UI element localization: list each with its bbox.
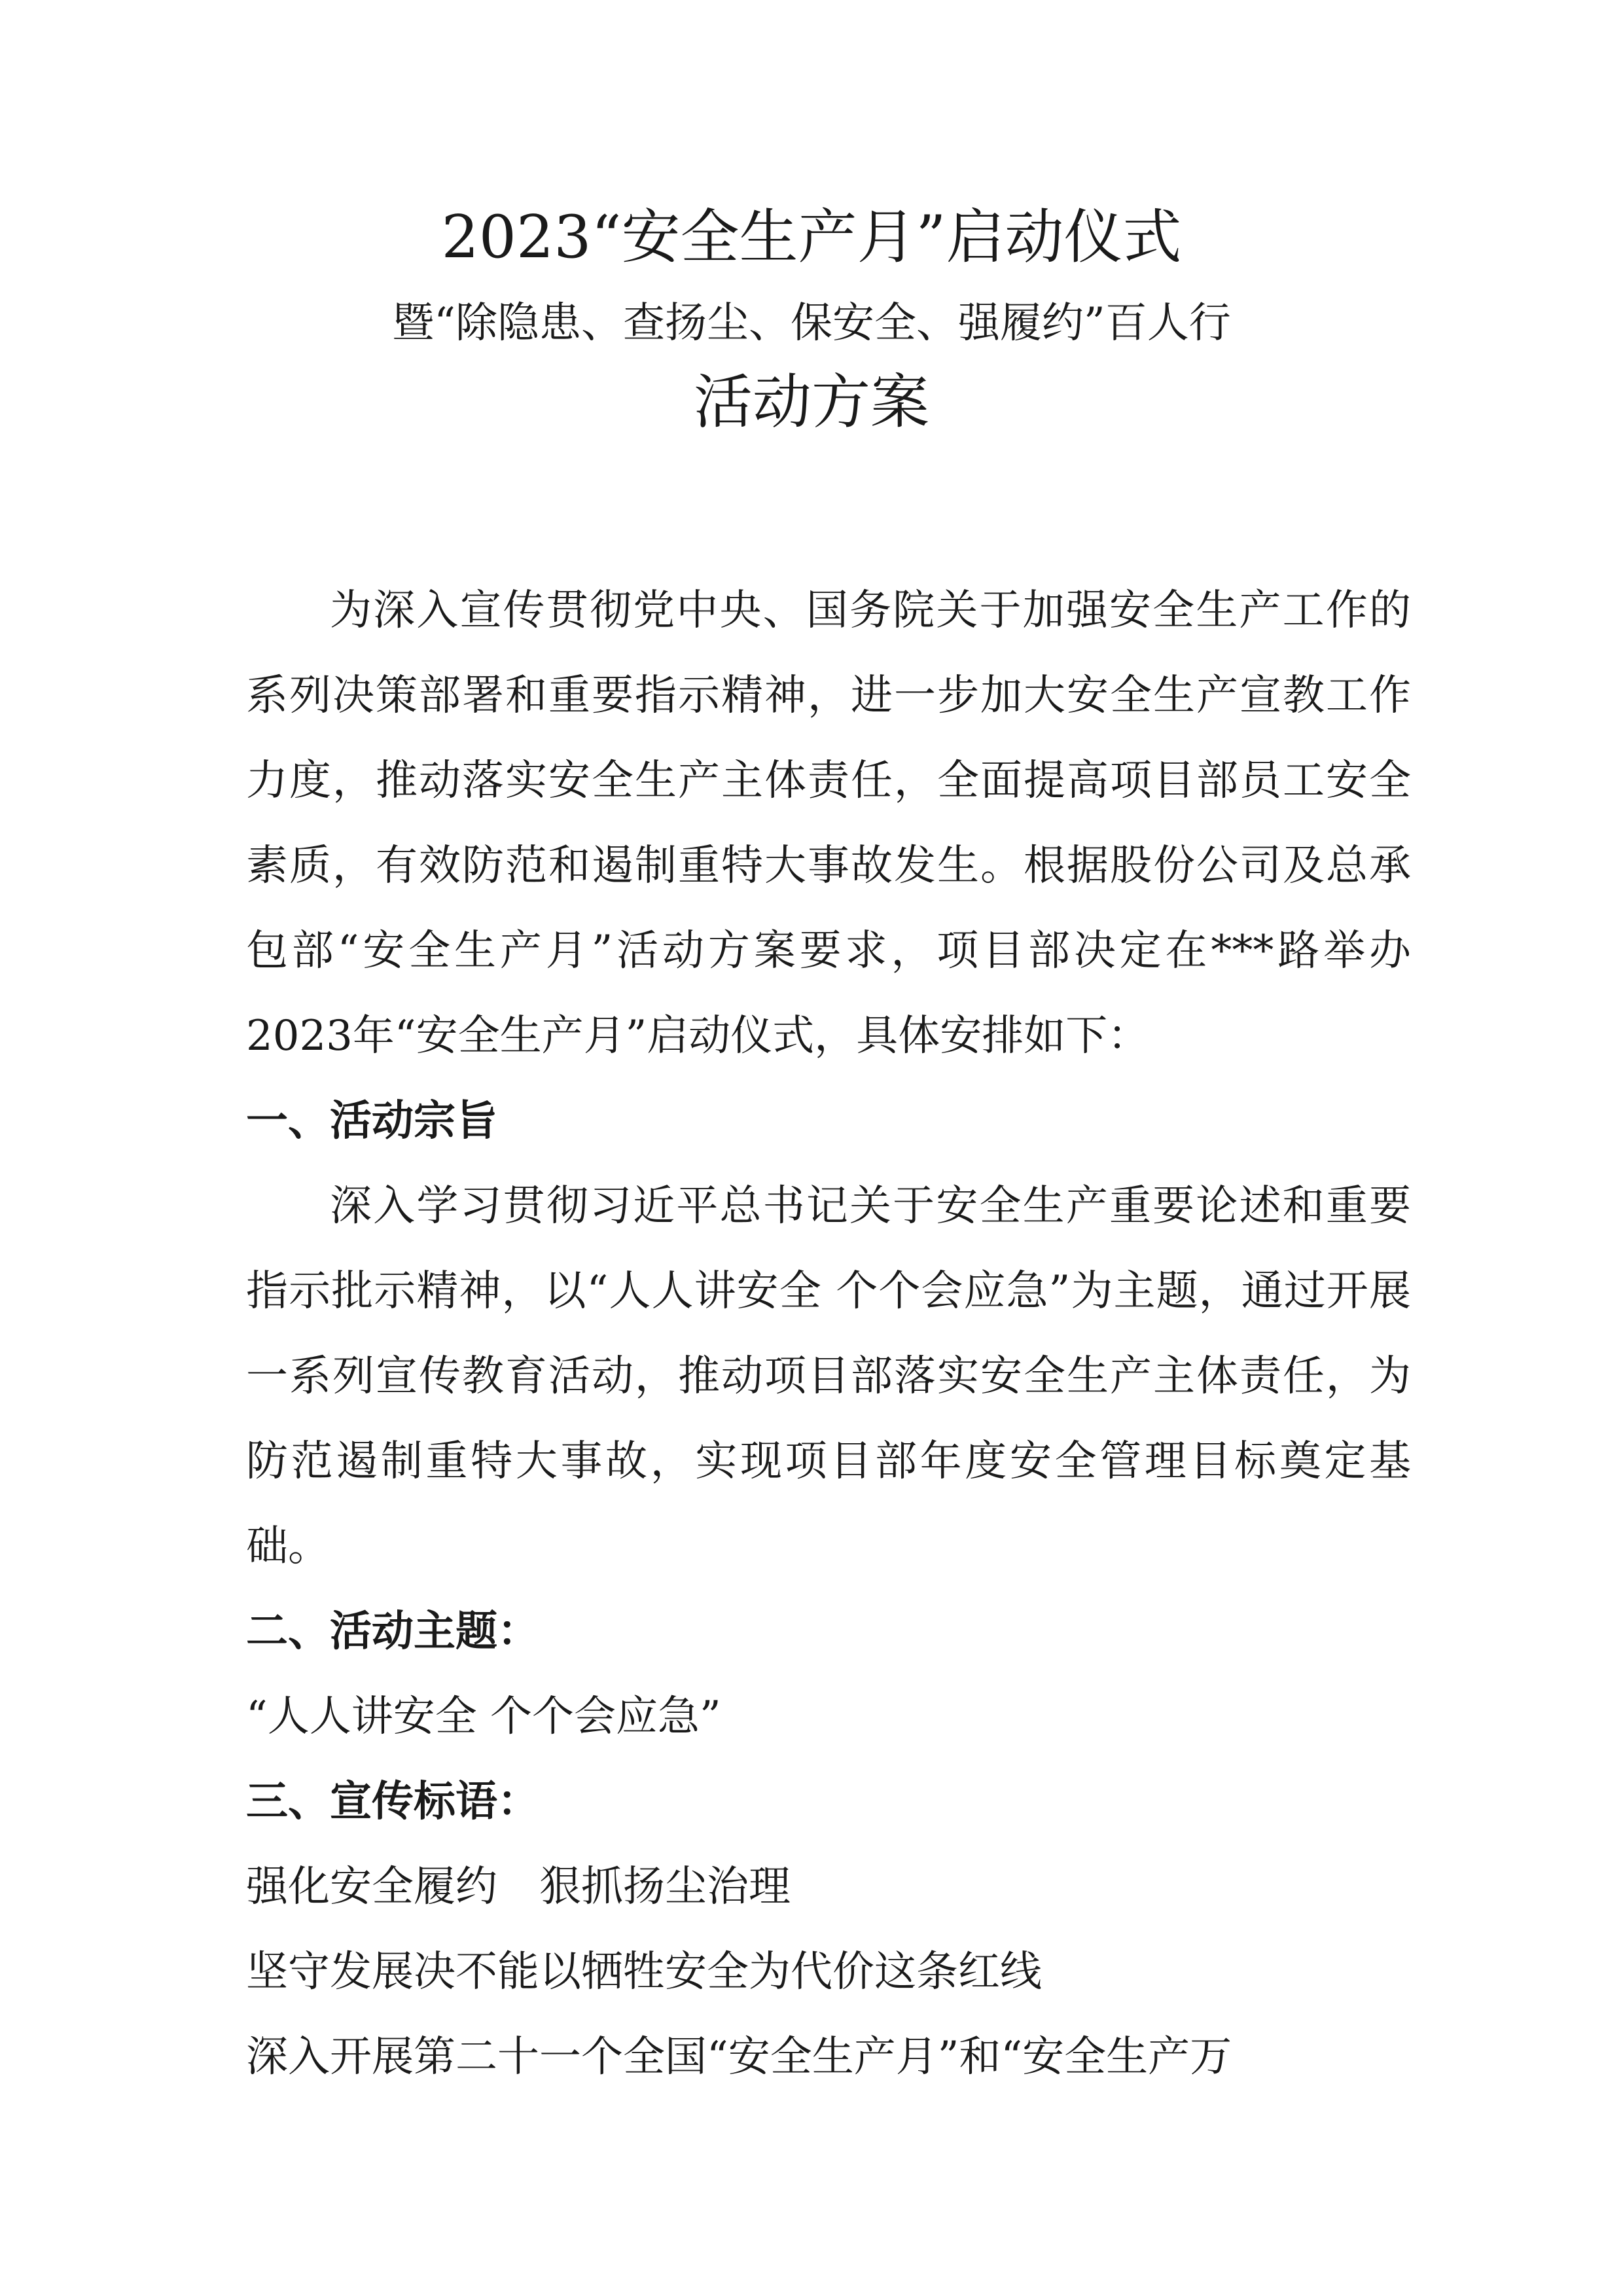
intro-paragraph: 为深入宣传贯彻党中央、国务院关于加强安全生产工作的系列决策部署和重要指示精神，进一步加大安全生产宣教工作力度，推动落实安全生产主体责任，全面提高项目部员工安全素质，有效防范和遏制重特大事故发生。根据股份公司及总承包部“安全生产月”活动方案要求，项目部决定在***路举办2023年“安全生产月”启动仪式，具体安排如下：	[246, 586, 1411, 1060]
section-purpose-paragraph: 深入学习贯彻习近平总书记关于安全生产重要论述和重要指示批示精神，以“人人讲安全 个个会应急”为主题，通过开展一系列宣传教育活动，推动项目部落实安全生产主体责任，为防范遏制重特大事故，实现项目部年度安全管理目标奠定基础。	[246, 1182, 1411, 1571]
document-title-activity-plan: 活动方案	[694, 368, 929, 437]
document-title: 2023“安全生产月”启动仪式	[441, 203, 1182, 272]
document-body	[246, 568, 1411, 2100]
document-subtitle: 暨“除隐患、查扬尘、保安全、强履约”百人行	[392, 299, 1231, 348]
slogan-line: 强化安全履约 狠抓扬尘治理	[246, 1863, 791, 1911]
section-heading-theme: 二、活动主题：	[246, 1607, 539, 1656]
slogan-line: 深入开展第二十一个全国“安全生产月”和“安全生产万	[246, 2033, 1232, 2081]
section-theme-text: “人人讲安全 个个会应急”	[246, 1693, 721, 1741]
slogan-line: 坚守发展决不能以牺牲安全为代价这条红线	[246, 1948, 1042, 1996]
section-heading-slogans: 三、宣传标语：	[246, 1778, 539, 1826]
section-heading-purpose: 一、活动宗旨	[246, 1097, 497, 1145]
